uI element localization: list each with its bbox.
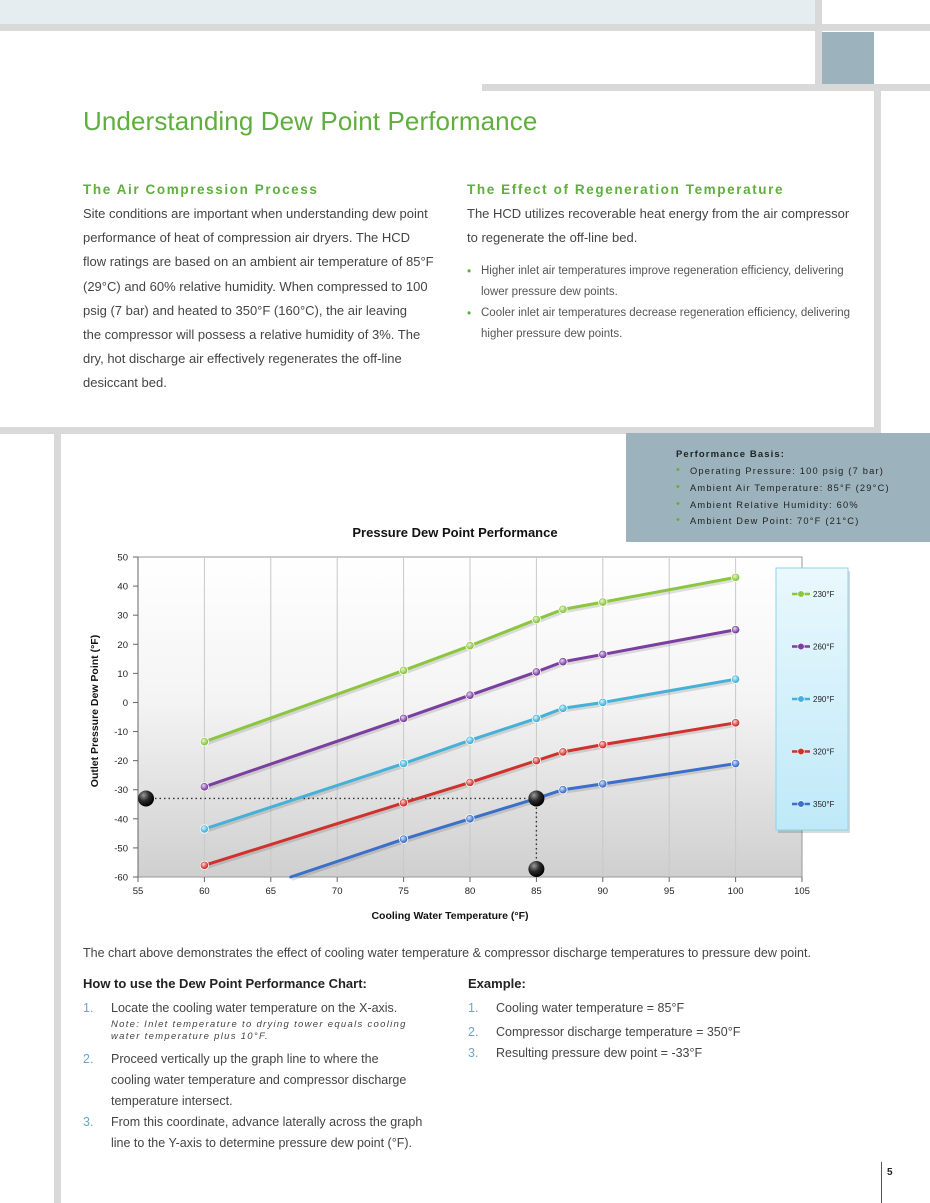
frame-bar-right bbox=[874, 91, 881, 432]
bullet-dot-icon: • bbox=[676, 464, 682, 476]
data-point-highlight bbox=[732, 574, 738, 580]
y-tick-label: 40 bbox=[117, 581, 128, 593]
step-number: 3. bbox=[468, 1046, 479, 1060]
data-point-highlight bbox=[533, 669, 539, 675]
how-to-steps bbox=[83, 998, 443, 1154]
bullet-item bbox=[467, 303, 867, 345]
basis-item bbox=[676, 463, 930, 480]
chart-caption: The chart above demonstrates the effect of cooling water temperature & compressor discharge temperatures to pressure dew point. bbox=[83, 946, 811, 960]
compression-text bbox=[83, 202, 443, 396]
x-tick-label: 65 bbox=[265, 886, 277, 897]
data-point-highlight bbox=[560, 787, 566, 793]
data-point-highlight bbox=[732, 760, 738, 766]
example-heading: Example: bbox=[468, 976, 526, 991]
basis-list bbox=[676, 463, 930, 530]
page-title: Understanding Dew Point Performance bbox=[83, 106, 538, 136]
basis-item-text: Operating Pressure: 100 psig (7 bar) bbox=[690, 466, 885, 476]
note-line: Note: Inlet temperature to drying tower equals cooling bbox=[111, 1019, 407, 1030]
step-item bbox=[83, 998, 443, 1043]
step-line: cooling water temperature and compressor discharge bbox=[111, 1073, 407, 1087]
step-line: line to the Y-axis to determine pressure dew point (°F). bbox=[111, 1136, 412, 1150]
bullet-line: Cooler inlet air temperatures decrease regeneration efficiency, delivering bbox=[481, 307, 851, 319]
y-tick-label: 30 bbox=[117, 610, 128, 622]
example-text: Resulting pressure dew point = -33°F bbox=[496, 1046, 703, 1060]
data-point-highlight bbox=[400, 667, 406, 673]
example-y-marker bbox=[138, 790, 154, 806]
step-item bbox=[83, 1049, 443, 1112]
data-point-highlight bbox=[400, 800, 406, 806]
bullet-dot-icon: • bbox=[467, 306, 472, 320]
bullet-item bbox=[467, 261, 867, 303]
legend-label: 290°F bbox=[813, 695, 835, 704]
x-tick-label: 100 bbox=[727, 886, 744, 897]
data-point-highlight bbox=[201, 826, 207, 832]
y-tick-label: 50 bbox=[117, 552, 128, 564]
x-tick-label: 55 bbox=[132, 886, 144, 897]
x-tick-label: 80 bbox=[464, 886, 476, 897]
y-tick-label: 10 bbox=[117, 668, 128, 680]
y-tick-label: 20 bbox=[117, 639, 128, 651]
dew-point-chart bbox=[80, 545, 870, 930]
example-item bbox=[468, 998, 868, 1019]
data-point-highlight bbox=[600, 781, 606, 787]
data-point-highlight bbox=[400, 836, 406, 842]
data-point-highlight bbox=[400, 715, 406, 721]
legend-label: 320°F bbox=[813, 747, 835, 757]
y-tick-label: -30 bbox=[114, 785, 128, 797]
data-point-highlight bbox=[201, 739, 207, 745]
legend-swatch-dot bbox=[798, 748, 805, 755]
step-number: 2. bbox=[468, 1025, 479, 1039]
data-point-highlight bbox=[560, 659, 566, 665]
example-intersection-marker bbox=[528, 790, 544, 806]
legend-box bbox=[776, 568, 848, 830]
example-text: Compressor discharge temperature = 350°F bbox=[496, 1025, 741, 1039]
bullet-line: higher pressure dew points. bbox=[481, 328, 623, 340]
legend-swatch-dot bbox=[798, 696, 805, 703]
text-line: performance of heat of compression air dryers. The HCD bbox=[83, 230, 411, 246]
basis-item bbox=[676, 480, 930, 497]
data-point-highlight bbox=[600, 651, 606, 657]
frame-bar-upper-right bbox=[482, 84, 930, 91]
data-point-highlight bbox=[400, 760, 406, 766]
regeneration-text bbox=[467, 202, 867, 250]
text-line: The HCD utilizes recoverable heat energy from the air compressor bbox=[467, 206, 850, 221]
step-line: Locate the cooling water temperature on the X-axis. bbox=[111, 1001, 398, 1015]
y-tick-label: -50 bbox=[114, 843, 128, 855]
x-tick-label: 95 bbox=[663, 886, 675, 897]
bullet-dot-icon: • bbox=[676, 514, 682, 527]
text-line: desiccant bed. bbox=[83, 375, 167, 391]
data-point-highlight bbox=[560, 705, 566, 711]
text-line: to regenerate the off-line bed. bbox=[467, 230, 638, 246]
note-line: water temperature plus 10°F. bbox=[111, 1031, 269, 1042]
y-tick-label: -60 bbox=[114, 872, 128, 884]
legend-label: 350°F bbox=[813, 800, 835, 809]
chart-title: Pressure Dew Point Performance bbox=[352, 525, 558, 540]
basis-item bbox=[676, 513, 930, 530]
y-tick-label: -10 bbox=[114, 727, 128, 739]
text-line: dry, hot discharge air effectively regenerates the off-line bbox=[83, 351, 402, 367]
frame-bar-top bbox=[0, 24, 930, 31]
example-item bbox=[468, 1043, 868, 1064]
regeneration-heading: The Effect of Regeneration Temperature bbox=[467, 182, 785, 197]
data-point-highlight bbox=[467, 737, 473, 743]
bullet-dot-icon: • bbox=[467, 264, 472, 278]
data-point-highlight bbox=[467, 816, 473, 822]
accent-square bbox=[822, 32, 874, 84]
text-line: Site conditions are important when understanding dew point bbox=[83, 206, 428, 221]
data-point-highlight bbox=[533, 757, 539, 763]
step-number: 1. bbox=[83, 1001, 94, 1015]
data-point-highlight bbox=[732, 720, 738, 726]
x-tick-label: 90 bbox=[597, 886, 609, 897]
x-axis-title: Cooling Water Temperature (°F) bbox=[371, 910, 529, 922]
y-tick-label: 0 bbox=[122, 697, 128, 709]
legend-label: 260°F bbox=[813, 642, 835, 652]
y-tick-label: -40 bbox=[114, 814, 128, 826]
step-number: 1. bbox=[468, 1001, 479, 1015]
basis-title: Performance Basis: bbox=[676, 449, 786, 460]
data-point-highlight bbox=[560, 749, 566, 755]
performance-basis-box bbox=[626, 433, 930, 542]
text-line: flow ratings are based on an ambient air temperature of 85°F bbox=[83, 254, 434, 270]
y-axis-title: Outlet Pressure Dew Point (°F) bbox=[89, 634, 101, 788]
top-band bbox=[0, 0, 815, 24]
page-number-rule bbox=[881, 1162, 882, 1203]
text-line: the compressor will possess a relative humidity of 3%. The bbox=[83, 327, 421, 343]
data-point-highlight bbox=[201, 784, 207, 790]
bullet-dot-icon: • bbox=[676, 497, 682, 510]
frame-bar-left bbox=[54, 434, 61, 1203]
x-tick-label: 70 bbox=[331, 886, 343, 897]
page-number: 5 bbox=[887, 1167, 893, 1178]
basis-item-text: Ambient Air Temperature: 85°F (29°C) bbox=[690, 482, 890, 493]
x-tick-label: 85 bbox=[531, 886, 542, 897]
bullet-dot-icon: • bbox=[676, 480, 682, 493]
data-point-highlight bbox=[560, 606, 566, 612]
data-point-highlight bbox=[467, 643, 473, 649]
basis-item-text: Ambient Dew Point: 70°F (21°C) bbox=[690, 516, 860, 527]
data-point-highlight bbox=[600, 599, 606, 605]
example-x-marker bbox=[528, 861, 544, 877]
data-point-highlight bbox=[600, 741, 606, 747]
data-point-highlight bbox=[201, 862, 207, 868]
data-point-highlight bbox=[600, 699, 606, 705]
data-point-highlight bbox=[533, 715, 539, 721]
bullet-line: Higher inlet air temperatures improve regeneration efficiency, delivering bbox=[481, 265, 844, 277]
basis-item-text: Ambient Relative Humidity: 60% bbox=[690, 499, 859, 510]
compression-heading: The Air Compression Process bbox=[83, 182, 319, 197]
data-point-highlight bbox=[533, 616, 539, 622]
legend-label: 230°F bbox=[813, 590, 835, 599]
data-point-highlight bbox=[467, 779, 473, 785]
step-number: 2. bbox=[83, 1052, 94, 1066]
bullet-line: lower pressure dew points. bbox=[481, 286, 618, 298]
basis-item bbox=[676, 497, 930, 514]
frame-bar-vertical-top bbox=[815, 0, 822, 84]
text-line: psig (7 bar) and heated to 350°F (160°C), the air leaving bbox=[83, 302, 408, 318]
legend-swatch-dot bbox=[798, 591, 805, 598]
step-line: From this coordinate, advance laterally across the graph bbox=[111, 1115, 423, 1129]
data-point-highlight bbox=[467, 692, 473, 698]
legend-swatch-dot bbox=[798, 643, 805, 650]
data-point-highlight bbox=[732, 676, 738, 682]
text-line: (29°C) and 60% relative humidity. When compressed to 100 bbox=[83, 278, 428, 294]
x-tick-label: 75 bbox=[398, 886, 409, 897]
example-item bbox=[468, 1022, 868, 1043]
x-tick-label: 105 bbox=[794, 886, 810, 897]
step-item bbox=[83, 1112, 443, 1154]
how-to-heading: How to use the Dew Point Performance Chart: bbox=[83, 976, 367, 991]
step-note bbox=[111, 1019, 443, 1043]
legend-swatch-dot bbox=[798, 801, 805, 808]
regeneration-bullets bbox=[467, 261, 867, 345]
step-line: temperature intersect. bbox=[111, 1094, 233, 1108]
data-point-highlight bbox=[732, 627, 738, 633]
y-tick-label: -20 bbox=[114, 756, 128, 768]
step-number: 3. bbox=[83, 1115, 94, 1129]
example-text: Cooling water temperature = 85°F bbox=[496, 1001, 685, 1015]
x-tick-label: 60 bbox=[199, 886, 210, 897]
step-line: Proceed vertically up the graph line to where the bbox=[111, 1052, 379, 1066]
example-steps bbox=[468, 998, 868, 1064]
